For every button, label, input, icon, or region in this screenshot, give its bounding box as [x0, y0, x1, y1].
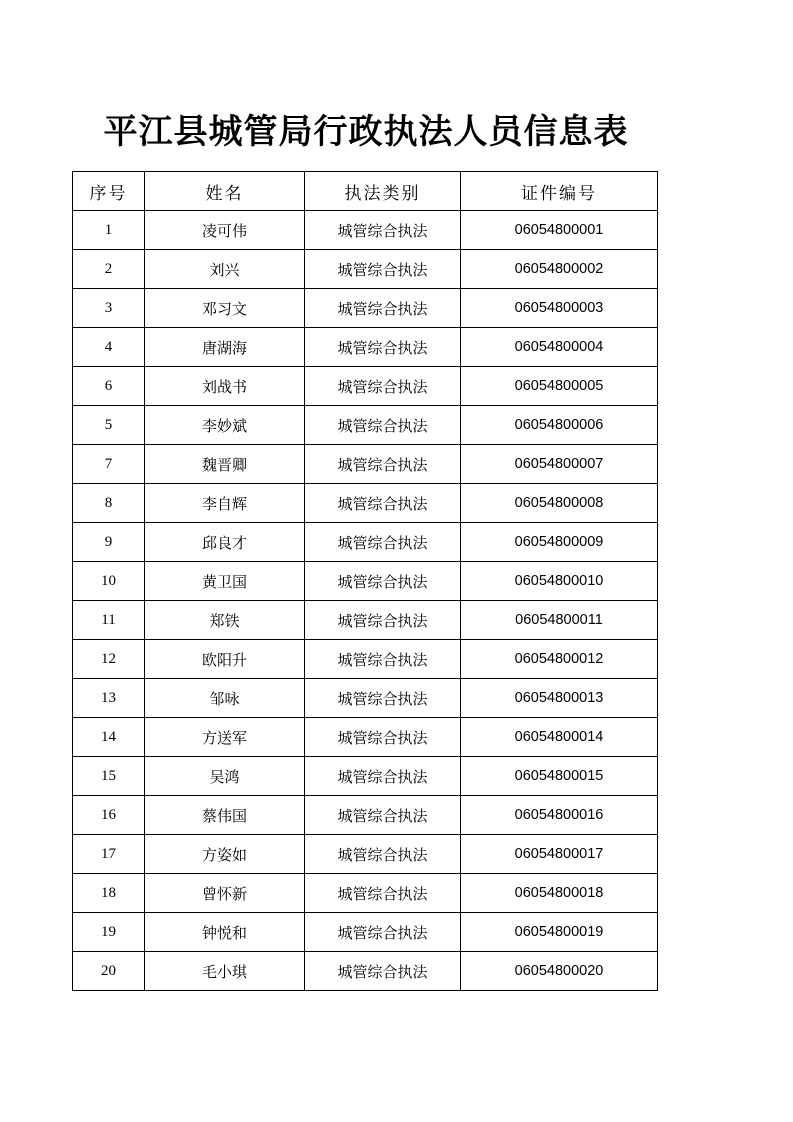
cell-cert: 06054800005 [461, 367, 658, 406]
cell-name: 魏晋卿 [145, 445, 305, 484]
table-row [73, 484, 658, 523]
cell-cert: 06054800015 [461, 757, 658, 796]
cell-name: 邹咏 [145, 679, 305, 718]
cell-name: 黄卫国 [145, 562, 305, 601]
cell-category: 城管综合执法 [305, 835, 461, 874]
cell-cert: 06054800007 [461, 445, 658, 484]
cell-seq: 16 [73, 796, 145, 835]
cell-cert: 06054800011 [461, 601, 658, 640]
cell-cert: 06054800003 [461, 289, 658, 328]
cell-name: 钟悦和 [145, 913, 305, 952]
cell-cert: 06054800002 [461, 250, 658, 289]
cell-category: 城管综合执法 [305, 523, 461, 562]
cell-cert: 06054800016 [461, 796, 658, 835]
cell-name: 刘战书 [145, 367, 305, 406]
cell-cert: 06054800012 [461, 640, 658, 679]
cell-cert: 06054800010 [461, 562, 658, 601]
cell-cert: 06054800017 [461, 835, 658, 874]
column-header-cert: 证件编号 [461, 172, 658, 211]
cell-category: 城管综合执法 [305, 328, 461, 367]
cell-name: 蔡伟国 [145, 796, 305, 835]
cell-cert: 06054800006 [461, 406, 658, 445]
table-row [73, 445, 658, 484]
cell-name: 唐湖海 [145, 328, 305, 367]
cell-cert: 06054800014 [461, 718, 658, 757]
cell-category: 城管综合执法 [305, 952, 461, 991]
table-header-row [73, 172, 658, 211]
cell-seq: 7 [73, 445, 145, 484]
cell-seq: 18 [73, 874, 145, 913]
cell-category: 城管综合执法 [305, 718, 461, 757]
cell-cert: 06054800019 [461, 913, 658, 952]
table-row [73, 640, 658, 679]
cell-seq: 9 [73, 523, 145, 562]
document-title: 平江县城管局行政执法人员信息表 [103, 112, 629, 152]
cell-category: 城管综合执法 [305, 562, 461, 601]
cell-seq: 12 [73, 640, 145, 679]
table-row [73, 601, 658, 640]
cell-category: 城管综合执法 [305, 250, 461, 289]
cell-cert: 06054800004 [461, 328, 658, 367]
cell-category: 城管综合执法 [305, 445, 461, 484]
cell-seq: 15 [73, 757, 145, 796]
cell-category: 城管综合执法 [305, 757, 461, 796]
cell-cert: 06054800020 [461, 952, 658, 991]
table-row [73, 523, 658, 562]
cell-cert: 06054800008 [461, 484, 658, 523]
table-row [73, 952, 658, 991]
table-row [73, 718, 658, 757]
cell-name: 李自辉 [145, 484, 305, 523]
cell-seq: 4 [73, 328, 145, 367]
cell-name: 郑铁 [145, 601, 305, 640]
cell-name: 邓习文 [145, 289, 305, 328]
cell-name: 欧阳升 [145, 640, 305, 679]
cell-category: 城管综合执法 [305, 874, 461, 913]
cell-seq: 19 [73, 913, 145, 952]
table-row [73, 367, 658, 406]
cell-category: 城管综合执法 [305, 484, 461, 523]
cell-cert: 06054800013 [461, 679, 658, 718]
table-row [73, 289, 658, 328]
cell-category: 城管综合执法 [305, 796, 461, 835]
cell-name: 邱良才 [145, 523, 305, 562]
table-row [73, 328, 658, 367]
cell-cert: 06054800018 [461, 874, 658, 913]
column-header-seq: 序号 [73, 172, 145, 211]
cell-category: 城管综合执法 [305, 679, 461, 718]
cell-seq: 8 [73, 484, 145, 523]
cell-name: 方送军 [145, 718, 305, 757]
table-body [73, 211, 658, 991]
cell-name: 毛小琪 [145, 952, 305, 991]
table-row [73, 757, 658, 796]
table-row [73, 406, 658, 445]
cell-category: 城管综合执法 [305, 640, 461, 679]
table-row [73, 874, 658, 913]
cell-seq: 5 [73, 406, 145, 445]
cell-name: 凌可伟 [145, 211, 305, 250]
cell-category: 城管综合执法 [305, 601, 461, 640]
cell-category: 城管综合执法 [305, 367, 461, 406]
cell-seq: 10 [73, 562, 145, 601]
cell-category: 城管综合执法 [305, 211, 461, 250]
cell-seq: 2 [73, 250, 145, 289]
cell-category: 城管综合执法 [305, 913, 461, 952]
cell-name: 李妙斌 [145, 406, 305, 445]
table-row [73, 679, 658, 718]
cell-name: 刘兴 [145, 250, 305, 289]
column-header-category: 执法类别 [305, 172, 461, 211]
cell-seq: 3 [73, 289, 145, 328]
cell-seq: 6 [73, 367, 145, 406]
column-header-name: 姓名 [145, 172, 305, 211]
cell-seq: 20 [73, 952, 145, 991]
cell-category: 城管综合执法 [305, 289, 461, 328]
table-row [73, 211, 658, 250]
cell-seq: 14 [73, 718, 145, 757]
table-row [73, 796, 658, 835]
cell-name: 方姿如 [145, 835, 305, 874]
table-row [73, 835, 658, 874]
table-row [73, 913, 658, 952]
table-row [73, 250, 658, 289]
cell-seq: 17 [73, 835, 145, 874]
table-row [73, 562, 658, 601]
cell-cert: 06054800009 [461, 523, 658, 562]
cell-seq: 11 [73, 601, 145, 640]
cell-seq: 13 [73, 679, 145, 718]
cell-cert: 06054800001 [461, 211, 658, 250]
cell-seq: 1 [73, 211, 145, 250]
cell-name: 吴鸿 [145, 757, 305, 796]
personnel-table [72, 171, 658, 991]
cell-name: 曾怀新 [145, 874, 305, 913]
cell-category: 城管综合执法 [305, 406, 461, 445]
